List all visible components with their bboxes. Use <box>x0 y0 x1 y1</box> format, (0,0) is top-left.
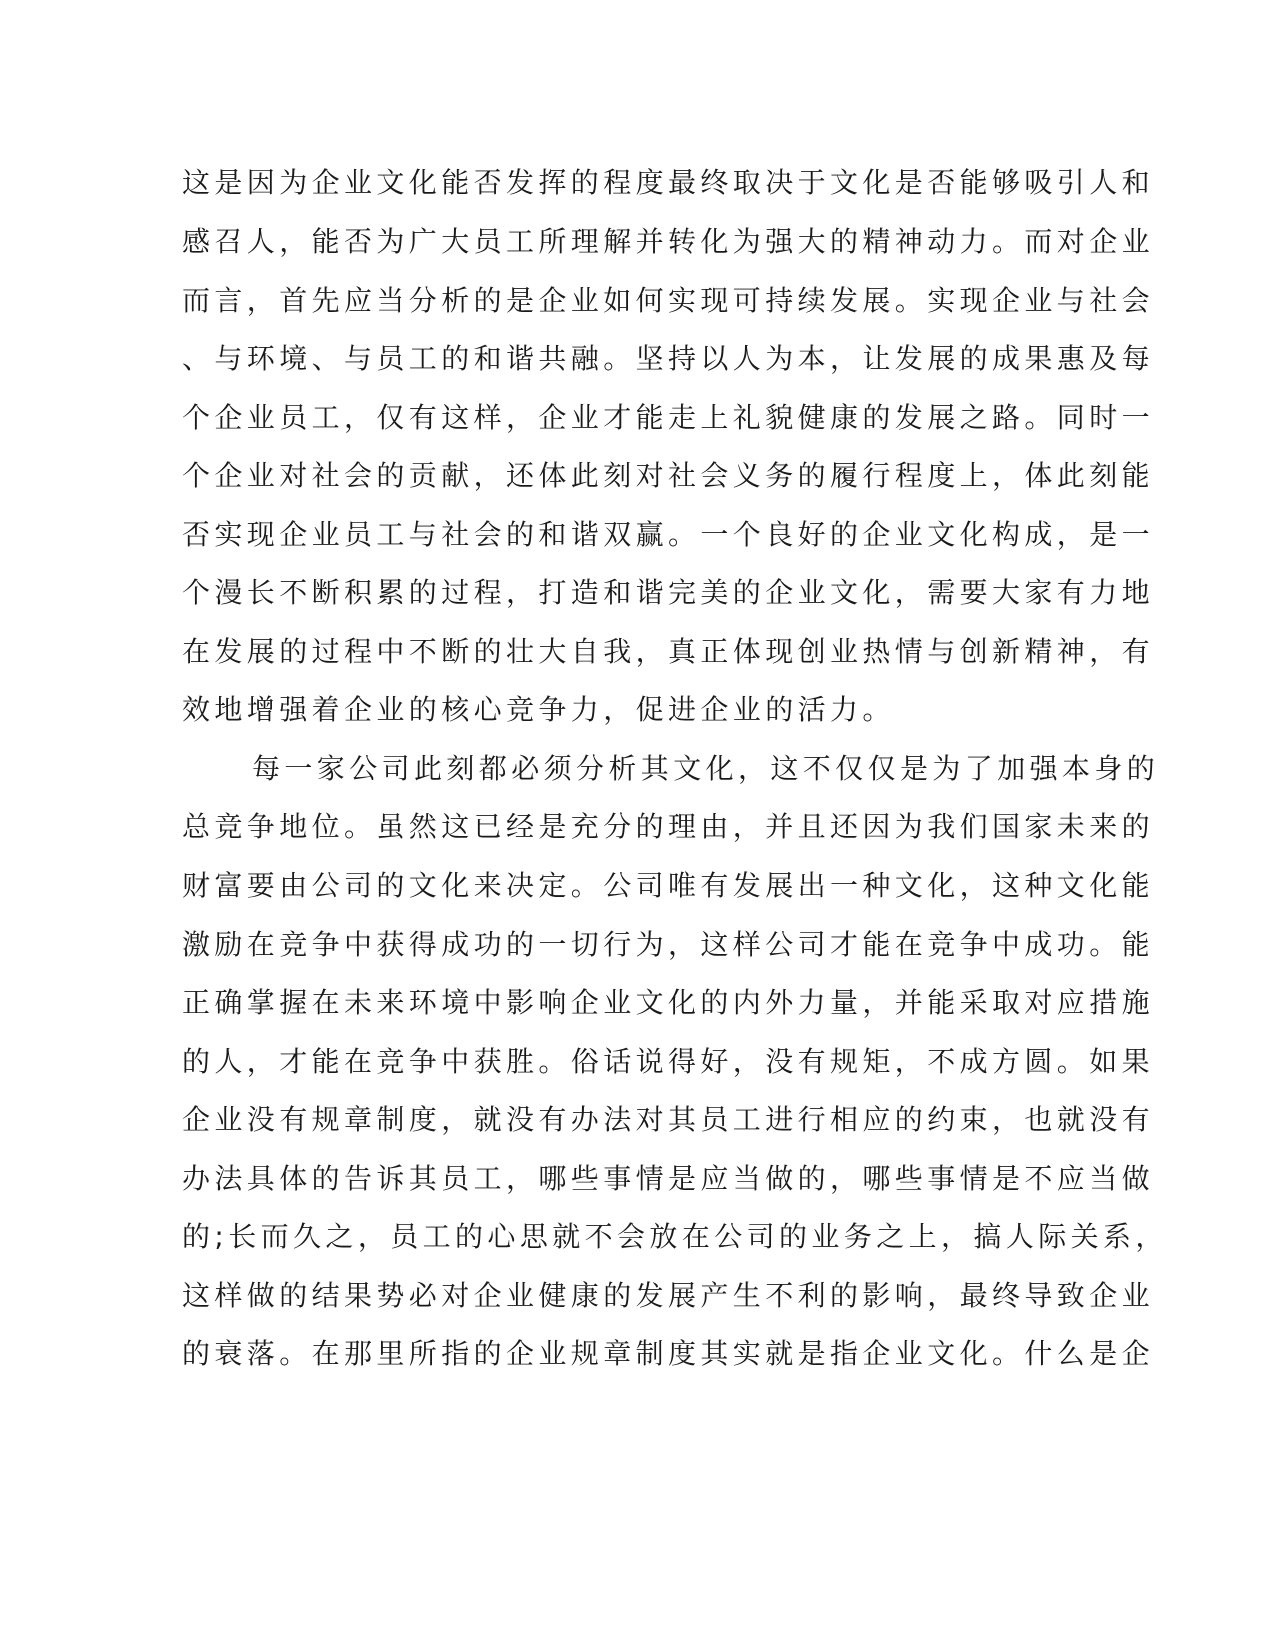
paragraph-2-line-3: 财富要由公司的文化来决定。公司唯有发展出一种文化，这种文化能 <box>182 869 1155 902</box>
paragraph-2-line-9: 的;长而久之，员工的心思就不会放在公司的业务之上，搞人际关系， <box>182 1220 1168 1253</box>
paragraph-1-line-5: 个企业员工，仅有这样，企业才能走上礼貌健康的发展之路。同时一 <box>182 401 1155 434</box>
paragraph-2-line-8: 办法具体的告诉其员工，哪些事情是应当做的，哪些事情是不应当做 <box>182 1162 1155 1195</box>
paragraph-2-line-11: 的衰落。在那里所指的企业规章制度其实就是指企业文化。什么是企 <box>182 1337 1155 1370</box>
paragraph-2-line-5: 正确掌握在未来环境中影响企业文化的内外力量，并能采取对应措施 <box>182 986 1155 1019</box>
paragraph-2-line-10: 这样做的结果势必对企业健康的发展产生不利的影响，最终导致企业 <box>182 1279 1155 1312</box>
paragraph-2-line-6: 的人，才能在竞争中获胜。俗话说得好，没有规矩，不成方圆。如果 <box>182 1045 1155 1078</box>
paragraph-2-line-2: 总竞争地位。虽然这已经是充分的理由，并且还因为我们国家未来的 <box>182 810 1155 843</box>
paragraph-1-line-9: 在发展的过程中不断的壮大自我，真正体现创业热情与创新精神，有 <box>182 635 1155 668</box>
paragraph-1-line-3: 而言，首先应当分析的是企业如何实现可持续发展。实现企业与社会 <box>182 284 1155 317</box>
paragraph-1-line-2: 感召人，能否为广大员工所理解并转化为强大的精神动力。而对企业 <box>182 225 1155 258</box>
paragraph-1-line-6: 个企业对社会的贡献，还体此刻对社会义务的履行程度上，体此刻能 <box>182 459 1155 492</box>
paragraph-1-line-10: 效地增强着企业的核心竞争力，促进企业的活力。 <box>182 693 895 726</box>
paragraph-2-line-4: 激励在竞争中获得成功的一切行为，这样公司才能在竞争中成功。能 <box>182 928 1155 961</box>
paragraph-1-line-1: 这是因为企业文化能否发挥的程度最终取决于文化是否能够吸引人和 <box>182 166 1155 199</box>
paragraph-1-line-8: 个漫长不断积累的过程，打造和谐完美的企业文化，需要大家有力地 <box>182 576 1155 609</box>
paragraph-1-line-4: 、与环境、与员工的和谐共融。坚持以人为本，让发展的成果惠及每 <box>182 342 1155 375</box>
paragraph-2-line-7: 企业没有规章制度，就没有办法对其员工进行相应的约束，也就没有 <box>182 1103 1155 1136</box>
paragraph-1-line-7: 否实现企业员工与社会的和谐双赢。一个良好的企业文化构成，是一 <box>182 518 1155 551</box>
paragraph-2-line-1: 每一家公司此刻都必须分析其文化，这不仅仅是为了加强本身的 <box>252 752 1160 785</box>
